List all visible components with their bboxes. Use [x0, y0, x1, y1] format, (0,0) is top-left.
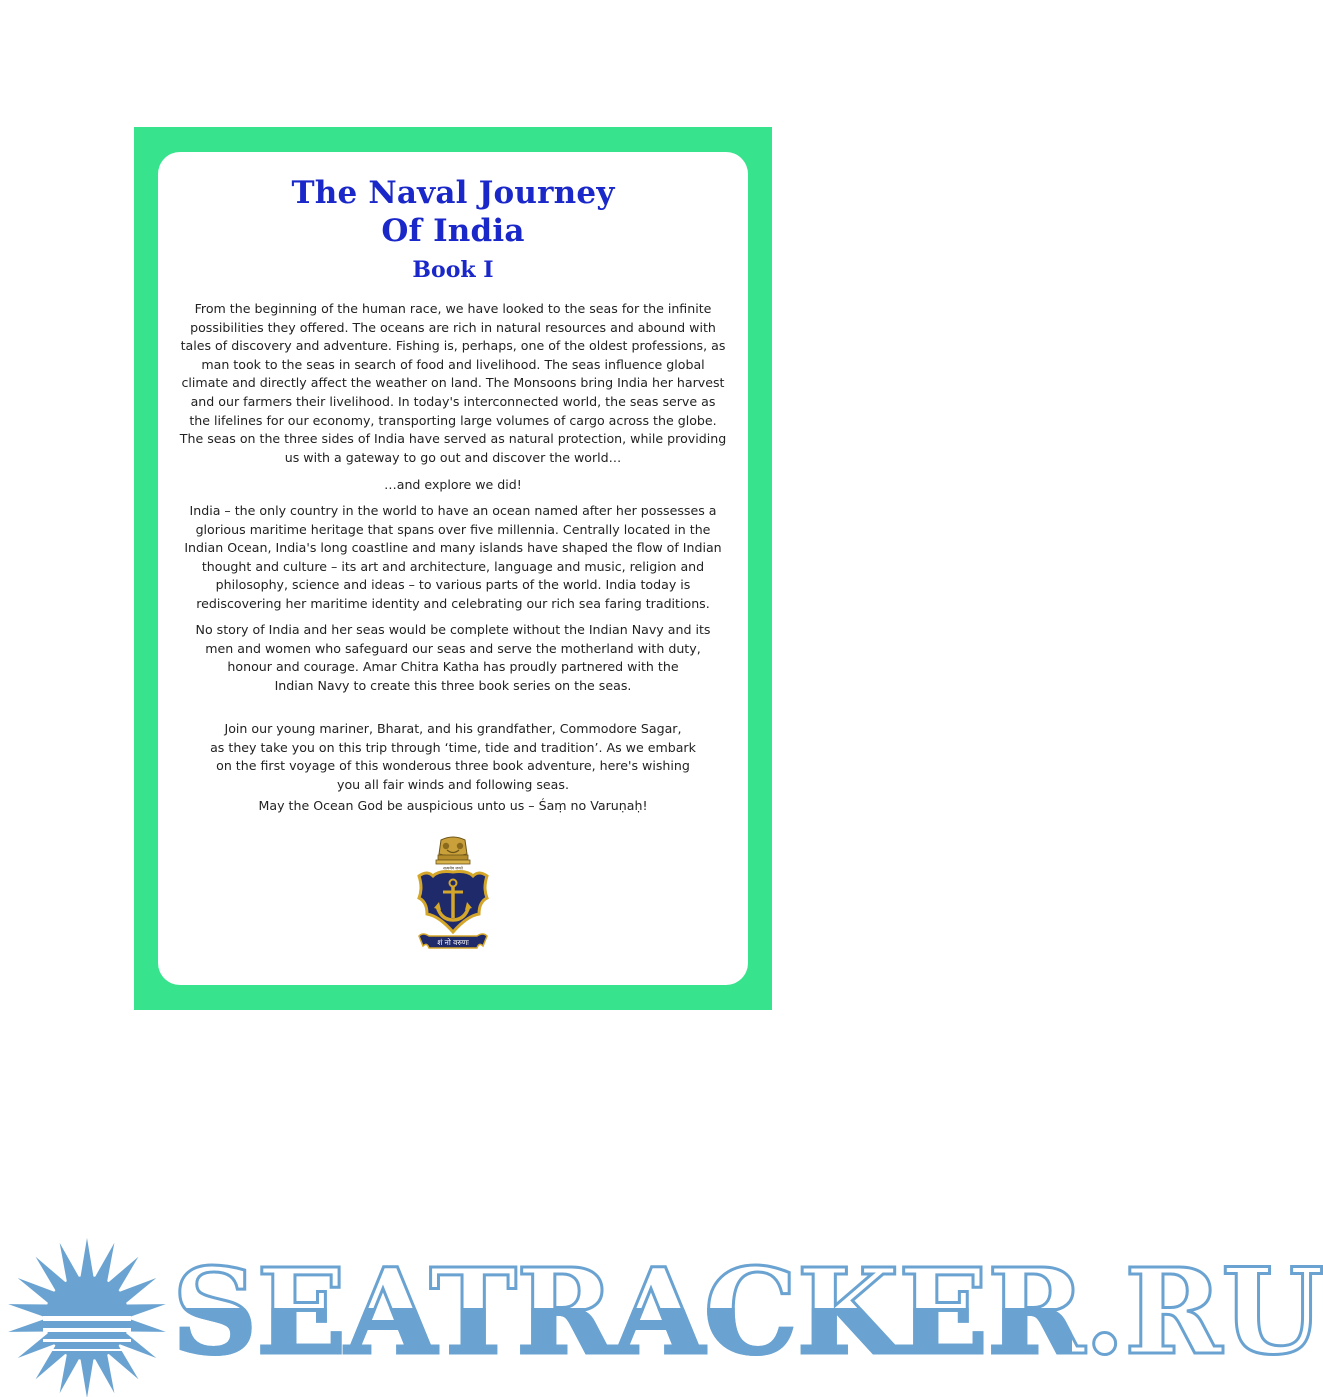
heritage-paragraph	[172, 502, 734, 614]
text-line: on the first voyage of this wonderous three book adventure, here's wishing	[216, 758, 690, 774]
text-line: Indian Navy to create this three book series on the seas.	[274, 677, 632, 693]
text-line: and our farmers their livelihood. In today's interconnected world, the seas serve as	[190, 393, 716, 409]
page-card	[158, 152, 748, 985]
text-line: From the beginning of the human race, we have looked to the seas for the infinite	[194, 301, 712, 316]
text-line: May the Ocean God be auspicious unto us – Śaṃ no Varuṇaḥ!	[258, 798, 648, 813]
text-line: No story of India and her seas would be complete without the Indian Navy and its	[195, 622, 711, 637]
closing-blessing	[172, 797, 734, 816]
text-line: India – the only country in the world to have an ocean named after her possesses a	[189, 503, 717, 518]
emblem-motto-text: शं नो वरुणः	[437, 938, 469, 947]
text-line: glorious maritime heritage that spans over five millennia. Centrally located in the	[195, 521, 711, 537]
title-line-1: The Naval Journey	[291, 175, 615, 211]
motto-scroll	[419, 934, 487, 948]
text-line: us with a gateway to go out and discover the world…	[284, 449, 622, 465]
text-line: you all fair winds and following seas.	[337, 776, 569, 792]
text-line: The seas on the three sides of India have served as natural protection, while providing	[179, 431, 727, 447]
page-frame	[134, 127, 772, 1010]
text-line: possibilities they offered. The oceans are rich in natural resources and abound with	[190, 319, 716, 335]
text-line: philosophy, science and ideas – to various parts of the world. India today is	[215, 577, 691, 593]
text-line: honour and courage. Amar Chitra Katha has proudly partnered with the	[227, 659, 679, 675]
intro-paragraph	[172, 300, 734, 467]
text-line: man took to the seas in search of food and livelihood. The seas influence global	[201, 356, 705, 372]
text-line: Indian Ocean, India's long coastline and many islands have shaped the flow of Indian	[184, 540, 722, 556]
emblem-band-text: सत्यमेव जयते	[443, 865, 463, 871]
text-line: as they take you on this trip through ‘time, tide and tradition’. As we embark	[210, 739, 696, 755]
text-line: men and women who safeguard our seas and serve the motherland with duty,	[205, 640, 701, 656]
anchor-shield-icon	[419, 872, 487, 933]
lion-capital-icon	[436, 837, 470, 871]
text-line: tales of discovery and adventure. Fishing is, perhaps, one of the oldest professions, as	[180, 338, 726, 354]
book-subtitle: Book I	[412, 257, 494, 283]
text-line: the lifelines for our economy, transporting large volumes of cargo across the globe.	[189, 412, 717, 428]
text-line: …and explore we did!	[384, 477, 522, 492]
indian-navy-crest-icon	[413, 836, 493, 961]
title-line-2: Of India	[381, 213, 525, 249]
mariner-paragraph	[172, 720, 734, 794]
watermark-text: SEATRACKER.RU	[172, 1242, 1323, 1381]
text-line: rediscovering her maritime identity and celebrating our rich sea faring traditions.	[196, 595, 710, 611]
explore-line	[172, 476, 734, 495]
page-title	[158, 174, 748, 250]
text-line: climate and directly affect the weather on land. The Monsoons bring India her harvest	[181, 375, 725, 391]
navy-paragraph	[172, 621, 734, 695]
text-line: thought and culture – its art and architecture, language and music, religion and	[201, 558, 705, 574]
text-line: Join our young mariner, Bharat, and his grandfather, Commodore Sagar,	[224, 721, 682, 736]
sun-icon	[7, 1238, 167, 1397]
